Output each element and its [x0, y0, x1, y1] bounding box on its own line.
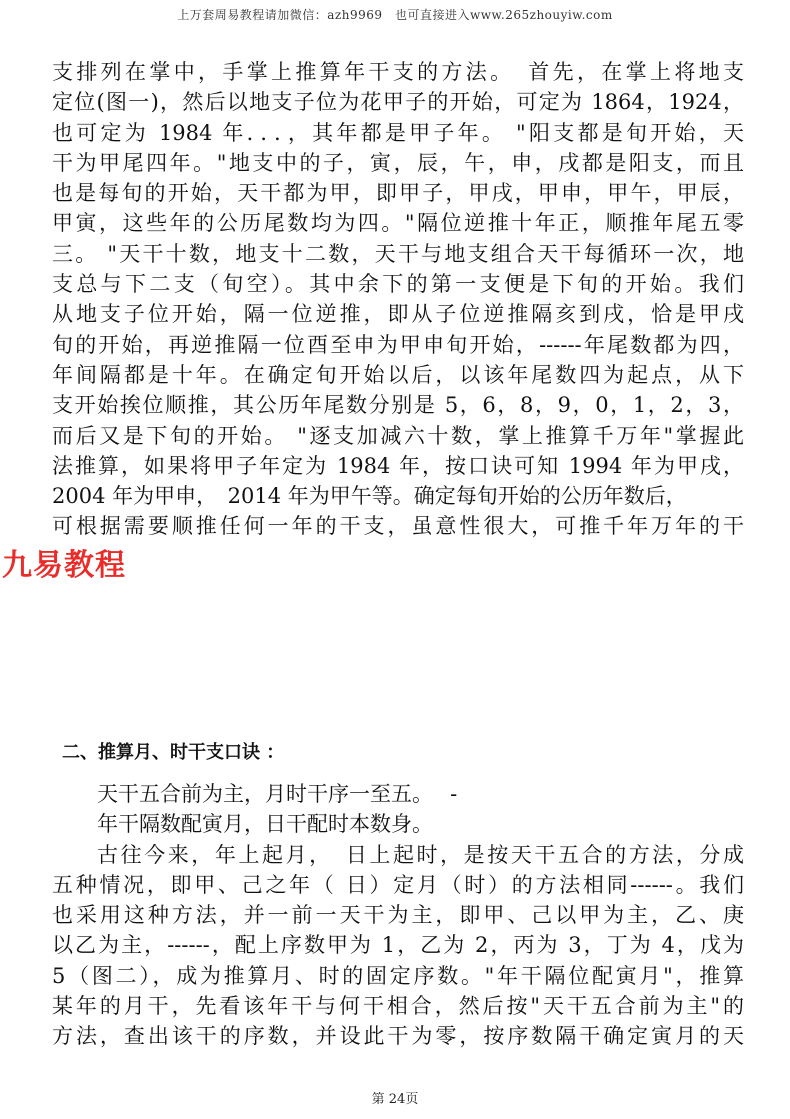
text-line: 干为甲尾四年。"地支中的子，寅，辰，午，申，戌都是阳支，而且	[52, 150, 744, 175]
text-line: 2004 年为甲申， 2014 年为甲午等。确定每旬开始的公历年数后，	[52, 484, 687, 509]
verse-line: 天干五合前为主，月时干序一至五。 -	[97, 782, 458, 806]
text-line: 也采用这种方法，并一前一天干为主，即甲、己以甲为主，乙、庚	[52, 903, 744, 928]
text-line: 支排列在掌中，手掌上推算年干支的方法。 首先，在掌上将地支	[52, 60, 744, 84]
text-line: 也可定为 1984 年．．．，其年都是甲子年。 "阳支都是旬开始，天	[52, 120, 744, 145]
paragraph-1	[52, 57, 744, 542]
text-line: 定位(图一)，然后以地支子位为花甲子的开始，可定为 1864，1924，	[52, 90, 744, 115]
section-heading: 二、推算月、时干支口诀 ：	[62, 742, 285, 763]
text-line: 三。 "天干十数，地支十二数，天干与地支组合天干每循环一次，地	[52, 241, 744, 266]
watermark-logo: 九易教程	[2, 548, 126, 583]
text-line: 古往今来，年上起月， 日上起时，是按天干五合的方法，分成	[97, 842, 744, 867]
text-line: 也是每旬的开始，天干都为甲，即甲子，甲戌，甲申，甲午，甲辰，	[52, 181, 744, 206]
text-line: 旬的开始，再逆推隔一位酉至申为甲申旬开始，------年尾数都为四，	[52, 332, 744, 357]
text-line: 法推算，如果将甲子年定为 1984 年，按口诀可知 1994 年为甲戌，	[52, 453, 744, 478]
text-line: 年间隔都是十年。在确定旬开始以后，以该年尾数四为起点，从下	[52, 362, 744, 387]
text-line: 可根据需要顺推任何一年的干支，虽意性很大，可推千年万年的干	[52, 514, 744, 539]
page-number: 第 24页	[371, 1092, 419, 1107]
text-line: 从地支子位开始，隔一位逆推，即从子位逆推隔亥到戌，恰是甲戌	[52, 302, 744, 327]
paragraph-2	[52, 779, 744, 1052]
text-line: 方法，查出该干的序数，并设此干为零，按序数隔干确定寅月的天	[52, 1024, 744, 1049]
verse-line: 年干隔数配寅月，日干配时本数身。	[97, 812, 433, 837]
text-line: 支开始挨位顺推，其公历年尾数分别是 5，6，8，9，0，1，2，3，	[52, 393, 744, 418]
text-line: 支总与下二支（旬空）。其中余下的第一支便是下旬的开始。我们	[52, 272, 744, 297]
text-line: 甲寅，这些年的公历尾数均为四。"隔位逆推十年正，顺推年尾五零	[52, 211, 744, 236]
text-line: 以乙为主，------，配上序数甲为 1，乙为 2，丙为 3，丁为 4，戊为	[52, 933, 744, 958]
text-line: 5（图二），成为推算月、时的固定序数。"年干隔位配寅月"，推算	[52, 963, 744, 988]
text-line: 而后又是下旬的开始。 "逐支加减六十数，掌上推算千万年"掌握此	[52, 423, 744, 448]
header-banner: 上万套周易教程请加微信：azh9969 也可直接进入www.265zhouyiw.com	[177, 8, 613, 22]
text-line: 五种情况，即甲、己之年（ 日）定月（时）的方法相同------。我们	[52, 872, 744, 897]
text-line: 某年的月干，先看该年干与何干相合，然后按"天干五合前为主"的	[52, 994, 744, 1019]
